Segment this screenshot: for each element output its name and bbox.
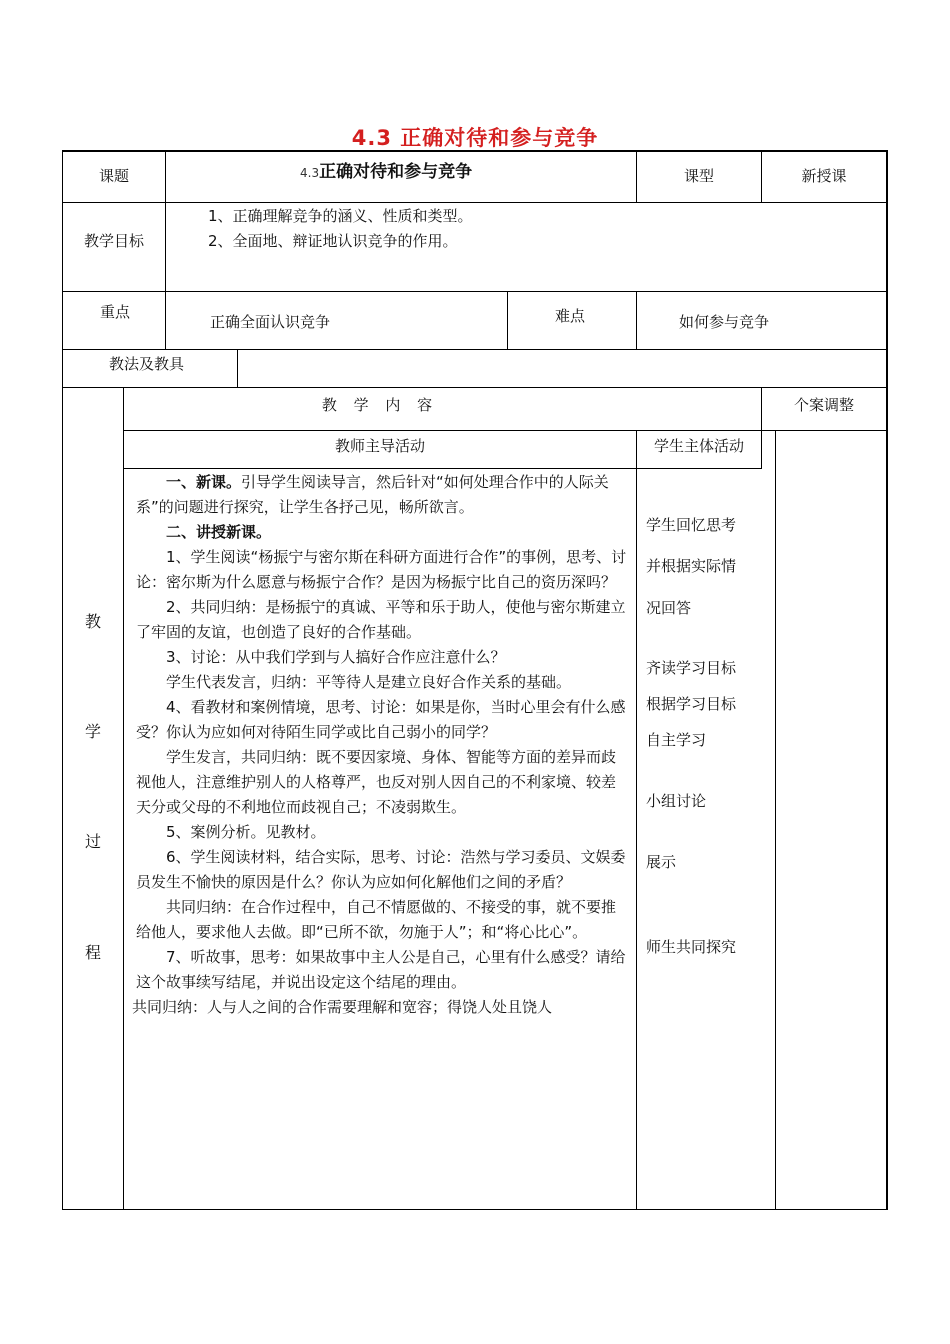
methods-label: 教法及教具 — [109, 355, 185, 373]
paragraph-text: 学生代表发言，归纳：平等待人是建立良好合作关系的基础。 — [166, 673, 572, 691]
nandian-value: 如何参与竞争 — [679, 313, 770, 331]
objective-item-1: 1、正确理解竞争的涵义、性质和类型。 — [208, 207, 473, 225]
teacher-paragraph — [136, 895, 630, 945]
teacher-paragraph — [132, 995, 630, 1020]
student-activity-line: 况回答 — [646, 599, 692, 617]
paragraph-text: 5、案例分析。见教材。 — [166, 823, 326, 841]
content-header: 教 学 内 容 — [321, 396, 439, 414]
student-activity-line: 自主学习 — [646, 731, 707, 749]
zhongdian-value: 正确全面认识竞争 — [210, 313, 331, 331]
adjust-header: 个案调整 — [793, 396, 854, 414]
teacher-paragraph — [136, 695, 630, 745]
side-char-1: 教 — [84, 612, 101, 631]
paragraph-text: 7、听故事，思考：如果故事中主人公是自己，心里有什么感受？请给这个故事续写结尾，并说出设定这个结尾的理由。 — [136, 948, 626, 991]
teacher-paragraph — [136, 470, 630, 520]
student-activity-line: 展示 — [646, 853, 677, 871]
student-activity-line: 师生共同探究 — [646, 938, 737, 956]
teacher-paragraph — [136, 820, 630, 845]
keti-value — [300, 162, 472, 183]
teacher-paragraph — [136, 545, 630, 595]
student-activity-line: 小组讨论 — [646, 792, 707, 810]
paragraph-text: 学生发言，共同归纳：既不要因家境、身体、智能等方面的差异而歧视他人，注意维护别人的人格尊严，也反对别人因自己的不利家境、较差天分或父母的不利地位而歧视自己；不凌弱欺生。 — [136, 748, 617, 816]
objectives-label: 教学目标 — [83, 232, 144, 250]
paragraph-text: 3、讨论：从中我们学到与人搞好合作应注意什么？ — [166, 648, 506, 666]
paragraph-text: 4、看教材和案例情境，思考、讨论：如果是你，当时心里会有什么感受？你认为应如何对待陌生同学或比自己弱小的同学？ — [136, 698, 626, 741]
kexing-label: 课型 — [683, 167, 714, 185]
paragraph-text: 1、学生阅读“杨振宁与密尔斯在科研方面进行合作”的事例，思考、讨论：密尔斯为什么愿意与杨振宁合作？是因为杨振宁比自己的资历深吗？ — [136, 548, 627, 591]
paragraph-text: 引导学生阅读导言，然后针对“如何处理合作中的人际关系”的问题进行探究，让学生各抒己见，畅所欲言。 — [136, 473, 609, 516]
teacher-paragraph — [136, 945, 630, 995]
objective-item-2: 2、全面地、辩证地认识竞争的作用。 — [208, 232, 458, 250]
student-activity-line: 学生回忆思考 — [646, 516, 737, 534]
paragraph-text: 共同归纳：在合作过程中，自己不情愿做的、不接受的事，就不要推给他人，要求他人去做。即“已所不欲，勿施于人”；和“将心比心”。 — [136, 898, 617, 941]
side-char-2: 学 — [84, 722, 101, 741]
paragraph-heading: 一、新课。 — [166, 473, 242, 491]
nandian-label: 难点 — [555, 307, 586, 325]
zhongdian-label: 重点 — [100, 303, 131, 321]
paragraph-text: 2、共同归纳：是杨振宁的真诚、平等和乐于助人，使他与密尔斯建立了牢固的友谊，也创造了良好的合作基础。 — [136, 598, 626, 641]
side-char-4: 程 — [84, 943, 101, 962]
keti-label: 课题 — [98, 167, 129, 185]
student-content — [646, 0, 770, 1344]
teacher-paragraph — [136, 670, 630, 695]
teacher-paragraph — [136, 745, 630, 820]
teacher-paragraph — [136, 595, 630, 645]
teacher-paragraph — [136, 520, 630, 545]
student-activity-line: 并根据实际情 — [646, 557, 737, 575]
paragraph-heading: 二、讲授新课。 — [166, 523, 272, 541]
paragraph-text: 共同归纳：人与人之间的合作需要理解和宽容；得饶人处且饶人 — [132, 998, 553, 1016]
page-title: 4.3 正确对待和参与竞争 — [351, 126, 599, 150]
keti-text: 正确对待和参与竞争 — [319, 162, 473, 182]
teacher-paragraph — [136, 845, 630, 895]
paragraph-text: 6、学生阅读材料，结合实际，思考、讨论：浩然与学习委员、文娱委员发生不愉快的原因是什么？你认为应如何化解他们之间的矛盾？ — [136, 848, 626, 891]
teacher-header: 教师主导活动 — [334, 437, 425, 455]
student-activity-line: 根据学习目标 — [646, 695, 737, 713]
teacher-paragraph — [136, 645, 630, 670]
teacher-content — [132, 470, 630, 1020]
keti-number: 4.3 — [300, 166, 320, 180]
kexing-value: 新授课 — [801, 167, 847, 185]
student-header: 学生主体活动 — [653, 437, 744, 455]
student-activity-line: 齐读学习目标 — [646, 659, 737, 677]
side-char-3: 过 — [84, 832, 101, 851]
